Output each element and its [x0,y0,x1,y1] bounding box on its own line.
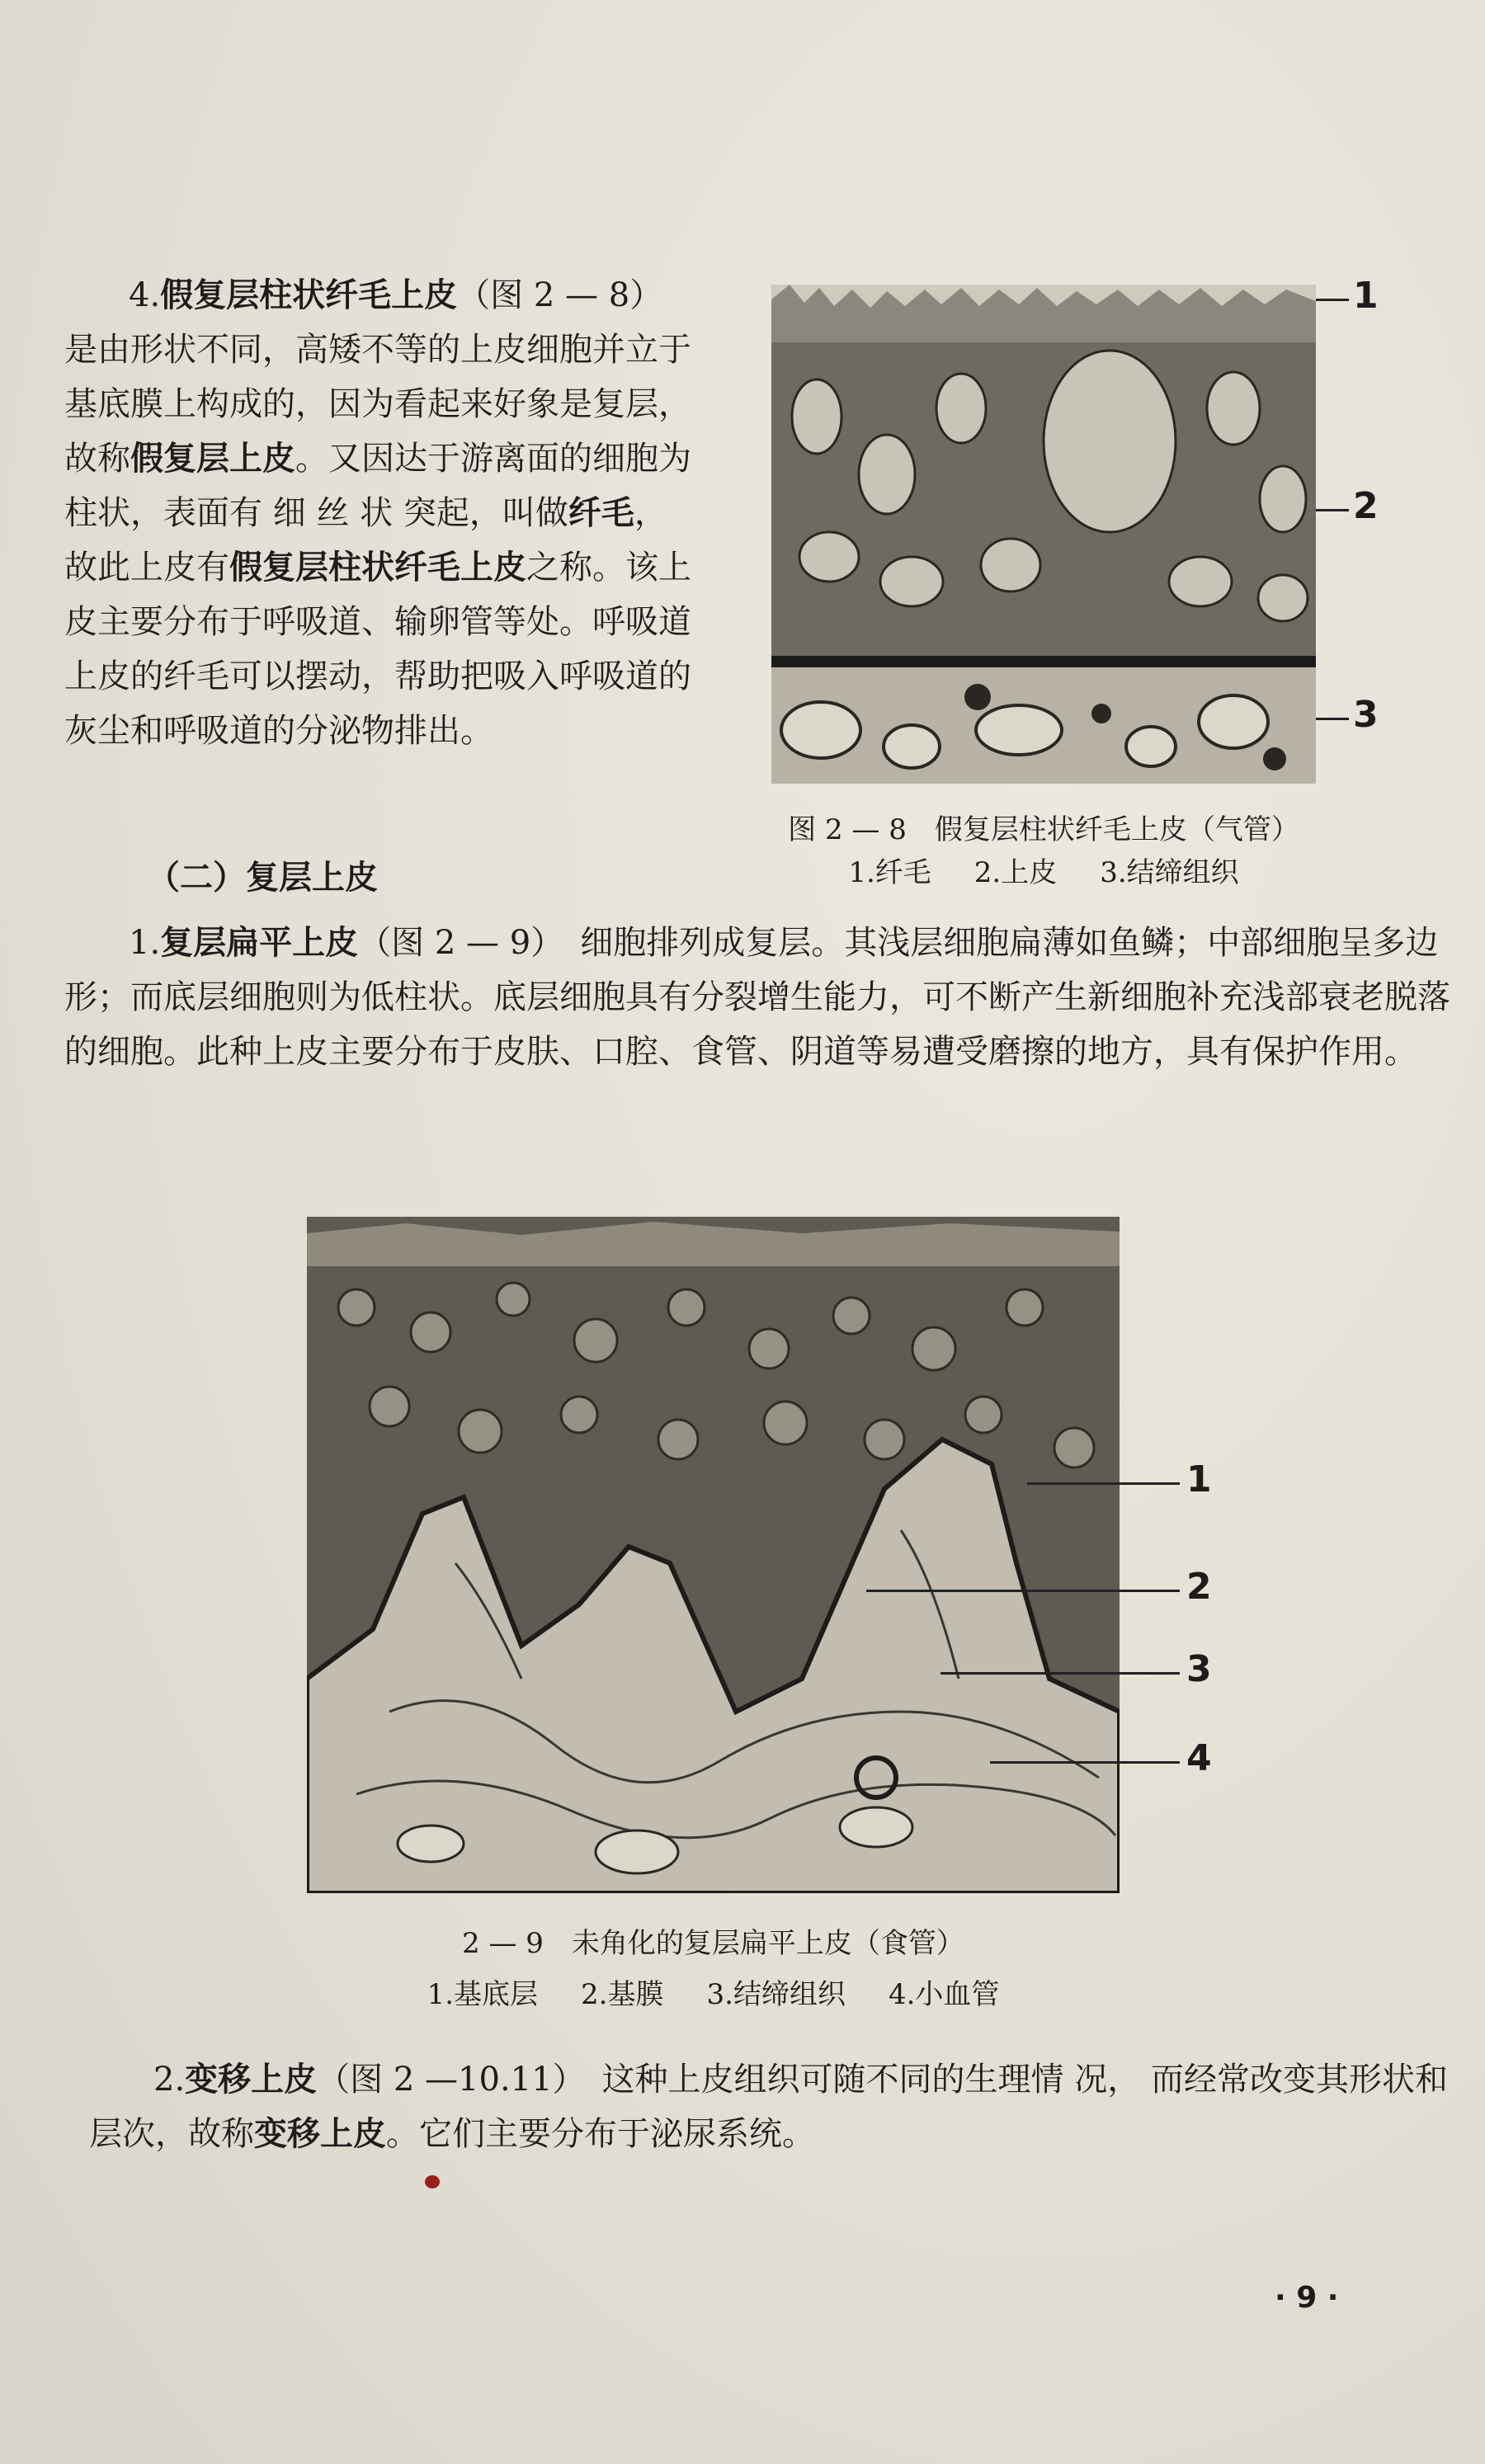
figure-2-8-legend-item: 2.上皮 [974,856,1058,889]
stratified-lead: 1. [129,924,161,962]
figure-2-9-legend [307,1972,1120,2012]
figure-2-9-label-1: 1 [1186,1458,1212,1501]
figure-2-9-legend-item: 2.基膜 [581,1978,664,2011]
figure-2-9-illustration [307,1217,1120,1893]
section-4-term: 假复层柱状纤毛上皮 [160,276,458,314]
figure-2-9-label-3: 3 [1186,1648,1212,1690]
figure-2-8-legend-item: 1.纤毛 [848,856,931,889]
stratified-text: 细胞排列成复层。其浅层细胞扁薄如鱼鳞；中部细胞呈多边形；而底层细胞则为低柱状。底层细胞具有分裂增生能力，可不断产生新细胞补充浅部衰老脱落的细胞。此种上皮主要分布于皮肤、口腔、食管、阴道等易遭受磨擦的地方，具有保护作用。 [64,924,1450,1071]
section-4-paragraph [64,268,691,758]
transitional-text-b: 。它们主要分布于泌尿系统。 [386,2115,815,2153]
section-4-text-a: 是由形状不同，高矮不等的上皮细胞并立于基底膜上构成的，因为看起来好象是复层，故称 [64,331,691,478]
section-4-term-3: 纤毛 [568,493,634,532]
transitional-paragraph [89,2052,1450,2161]
stratified-squamous-paragraph [64,916,1450,1079]
page-number: · 9 · [1275,2281,1339,2315]
section-subheading: （二）复层上皮 [147,858,378,897]
figure-2-8-leader-2 [1316,509,1349,511]
figure-2-8-caption: 图 2 — 8 假复层柱状纤毛上皮（气管） [788,813,1299,846]
section-4-text-d: 之称。该上皮主要分布于呼吸道、输卵管等处。呼吸道上皮的纤毛可以摆动，帮助把吸入呼吸道的灰尘和呼吸道的分泌物排出。 [64,549,691,750]
transitional-term: 变移上皮 [185,2060,318,2099]
figure-2-9-leader-1 [1027,1482,1180,1485]
figure-2-9-label-4: 4 [1186,1737,1212,1779]
figure-2-9-leader-3 [940,1672,1180,1675]
figure-2-8-legend-item: 3.结缔组织 [1100,856,1239,889]
figure-2-9-leader-2 [866,1590,1180,1592]
figure-2-9-legend-item: 3.结缔组织 [706,1978,846,2011]
figure-2-8-label-1: 1 [1353,275,1379,317]
transitional-term-2: 变移上皮 [254,2114,386,2153]
figure-2-9-label-2: 2 [1186,1566,1212,1608]
figure-2-8-label-3: 3 [1353,694,1379,736]
transitional-lead: 2. [153,2061,186,2099]
section-4-text-c: ，故此上皮有 [64,494,667,587]
figure-2-9-caption: 2 — 9 未角化的复层扁平上皮（食管） [462,1927,964,1960]
transitional-text-a: 这种上皮组织可随不同的生理情 况， 而经常改变其形状和层次，故称 [89,2061,1448,2153]
section-4-term-2: 假复层上皮 [130,439,295,478]
figure-2-8-legend [771,850,1316,890]
figure-2-8-leader-3 [1316,718,1349,720]
stratified-term: 复层扁平上皮 [160,923,359,962]
figure-2-9-legend-item: 1.基底层 [427,1978,539,2011]
figure-2-8-illustration [771,285,1316,784]
section-4-term-4: 假复层柱状纤毛上皮 [229,548,526,587]
section-4-figure-ref: （图 2 — 8） [457,276,663,314]
figure-2-9-legend-item: 4.小血管 [888,1978,1000,2011]
figure-2-8-leader-1 [1316,299,1349,301]
figure-2-9-leader-4 [990,1761,1180,1764]
stratified-figure-ref: （图 2 — 9） [358,924,548,962]
transitional-figure-ref: （图 2 —10.11） [317,2061,569,2099]
section-4-text-b: 。又因达于游离面的细胞为柱状，表面有 细 丝 状 突起，叫做 [64,440,691,532]
section-4-lead: 4. [129,276,161,314]
ink-spot [425,2175,440,2188]
figure-2-8-label-2: 2 [1353,485,1379,527]
